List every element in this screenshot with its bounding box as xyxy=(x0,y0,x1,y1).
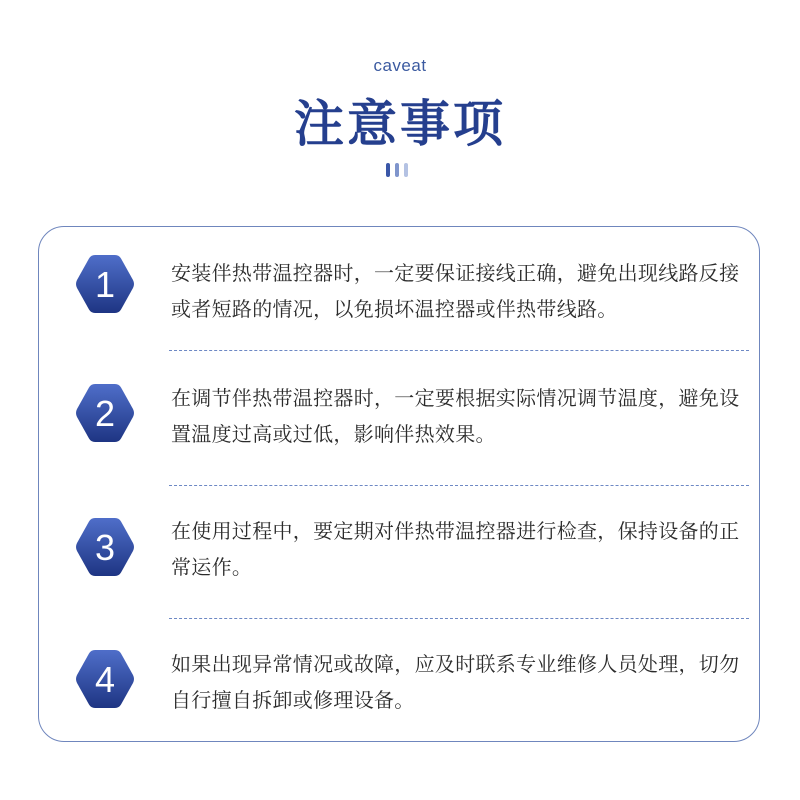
number-label: 2 xyxy=(94,393,116,434)
page-subtitle: caveat xyxy=(373,56,427,75)
note-text: 如果出现异常情况或故障，应及时联系专业维修人员处理，切勿自行擅自拆卸或修理设备。 xyxy=(171,652,740,712)
number-badge-hexagon xyxy=(71,380,139,446)
title-decoration-bars xyxy=(386,163,408,177)
note-text: 在调节伴热带温控器时，一定要根据实际情况调节温度，避免设置温度过高或过低，影响伴热效果。 xyxy=(171,386,740,446)
number-badge-hexagon xyxy=(71,646,139,712)
number-badge-hexagon xyxy=(71,251,139,317)
number-label: 3 xyxy=(94,527,116,568)
decoration-bar xyxy=(386,163,390,177)
page-title: 注意事项 xyxy=(294,95,506,153)
dashed-divider xyxy=(169,350,749,351)
note-text: 安装伴热带温控器时，一定要保证接线正确，避免出现线路反接或者短路的情况，以免损坏温控器或伴热带线路。 xyxy=(171,261,740,321)
decoration-bar xyxy=(395,163,399,177)
number-badge-hexagon xyxy=(71,514,139,580)
number-label: 1 xyxy=(94,264,116,305)
number-label: 4 xyxy=(94,659,116,700)
dashed-divider xyxy=(169,618,749,619)
dashed-divider xyxy=(169,485,749,486)
notes-panel xyxy=(38,226,760,742)
note-text: 在使用过程中，要定期对伴热带温控器进行检查，保持设备的正常运作。 xyxy=(171,519,740,579)
decoration-bar xyxy=(404,163,408,177)
